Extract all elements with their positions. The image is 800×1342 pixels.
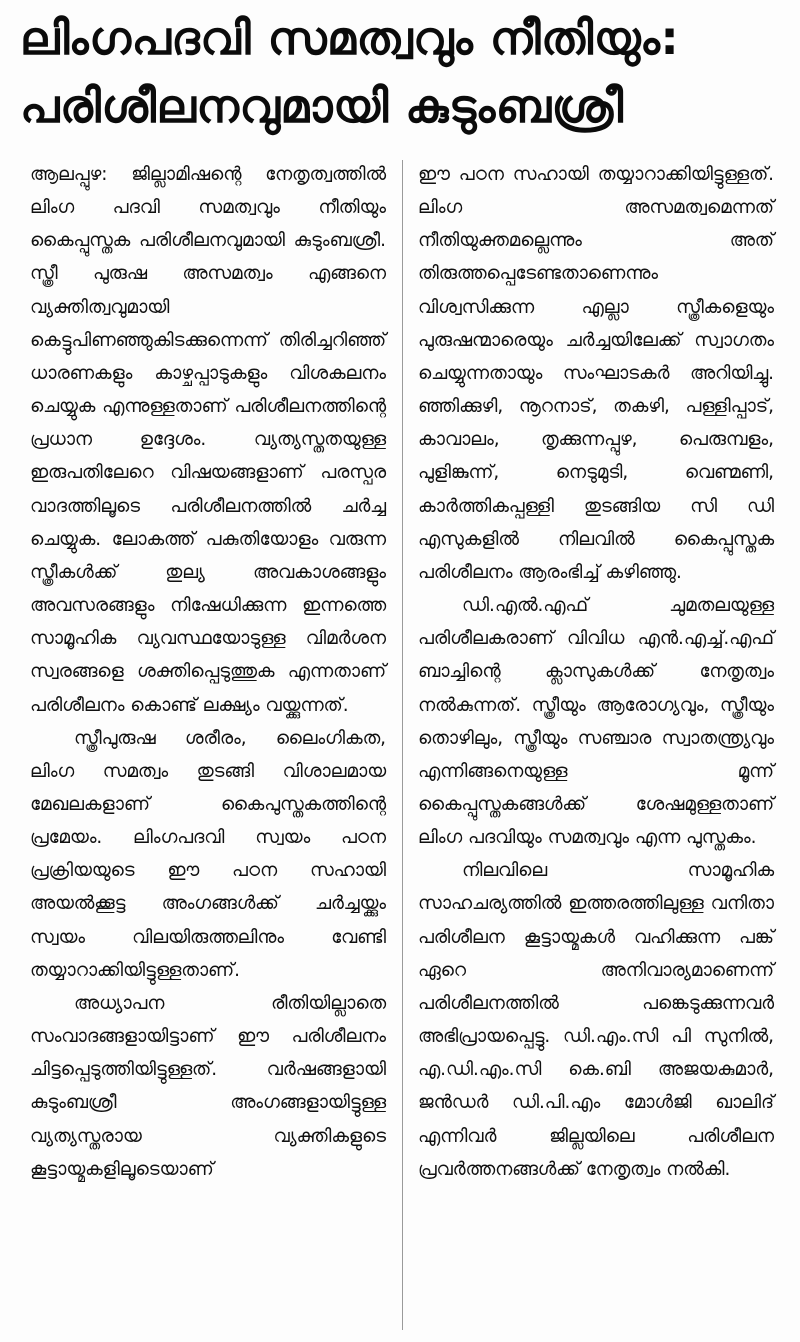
article-column-right	[418, 158, 774, 1186]
paragraph-1: ആലപ്പുഴ: ജില്ലാമിഷന്റെ നേതൃത്വത്തിൽ ലിംഗ പദവി സമത്വവും നീതിയും കൈപ്പുസ്തക പരിശീലനവുമായി കുടുംബശ്രീ. സ്ത്രീ പുരുഷ അസമത്വം എങ്ങനെ വ്യക്തിത്വവുമായി കെട്ടുപിണഞ്ഞുകിടക്കുന്നെന്ന് തിരിച്ചറിഞ്ഞ് ധാരണകളും കാഴ്ചപ്പാടുകളും വിശകലനം ചെയ്യുക എന്നുള്ളതാണ് പരിശീലനത്തിന്റെ പ്രധാന ഉദ്ദേശം. വ്യത്യസ്തതയുള്ള ഇരുപതിലേറെ വിഷയങ്ങളാണ് പരസ്പര വാദത്തിലൂടെ പരിശീലനത്തിൽ ചർച്ച ചെയ്യുക. ലോകത്ത് പകുതിയോളം വരുന്ന സ്ത്രീകൾക്ക് തുല്യ അവകാശങ്ങളും അവസരങ്ങളും നിഷേധിക്കുന്ന ഇന്നത്തെ സാമൂഹിക വ്യവസ്ഥയോടുള്ള വിമർശന സ്വരങ്ങളെ ശക്തിപ്പെടുത്തുക എന്നതാണ് പരിശീലനം കൊണ്ട് ലക്ഷ്യം വയ്ക്കുന്നത്.	[30, 164, 386, 716]
article-column-left	[30, 158, 386, 1186]
column-divider	[402, 160, 403, 1330]
paragraph-2: സ്ത്രീപുരുഷ ശരീരം, ലൈംഗികത, ലിംഗ സമത്വം തുടങ്ങി വിശാലമായ മേഖലകളാണ് കൈപുസ്തകത്തിന്റെ പ്രമേയം. ലിംഗപദവി സ്വയം പഠന പ്രക്രിയയുടെ ഈ പഠന സഹായി അയൽക്കൂട്ട അംഗങ്ങൾക്ക് ചർച്ചയ്ക്കും സ്വയം വിലയിരുത്തലിനും വേണ്ടി തയ്യാറാക്കിയിട്ടുള്ളതാണ്.	[30, 727, 386, 981]
paragraph-6: നിലവിലെ സാമൂഹിക സാഹചര്യത്തിൽ ഇത്തരത്തിലുള്ള വനിതാ പരിശീലന കൂട്ടായ്മകൾ വഹിക്കുന്ന പങ്ക് ഏറെ അനിവാര്യമാണെന്ന് പരിശീലനത്തിൽ പങ്കെടുക്കുന്നവർ അഭിപ്രായപ്പെട്ടു. ഡി.എം.സി പി സുനിൽ, എ.ഡി.എം.സി കെ.ബി അജയകുമാർ, ജൻഡർ ഡി.പി.എം മോൾജി ഖാലിദ് എന്നിവർ ജില്ലയിലെ പരിശീലന പ്രവർത്തനങ്ങൾക്ക് നേതൃത്വം നൽകി.	[418, 860, 774, 1180]
paragraph-3: അധ്യാപന രീതിയില്ലാതെ സംവാദങ്ങളായിട്ടാണ് ഈ പരിശീലനം ചിട്ടപ്പെടുത്തിയിട്ടുള്ളത്. വർഷങ്ങളായി കുടുംബശ്രീ അംഗങ്ങളായിട്ടുള്ള വ്യത്യസ്തരായ വ്യക്തികളുടെ കൂട്ടായ്മകളിലൂടെയാണ്	[30, 992, 386, 1180]
headline-line-1: ലിംഗപദവി സമത്വവും നീതിയും:	[20, 11, 680, 65]
paragraph-4: ഈ പഠന സഹായി തയ്യാറാക്കിയിട്ടുള്ളത്. ലിംഗ അസമത്വമെന്നത് നീതിയുക്തമല്ലെന്നും അത് തിരുത്തപ്പെടേണ്ടതാണെന്നും വിശ്വസിക്കുന്ന എല്ലാ സ്ത്രീകളെയും പുരുഷന്മാരെയും ചർച്ചയിലേക്ക് സ്വാഗതം ചെയ്യുന്നതായും സംഘാടകർ അറിയിച്ചു. ഞ്ഞിക്കുഴി, നൂറനാട്, തകഴി, പള്ളിപ്പാട്, കാവാലം, തൃക്കുന്നപ്പുഴ, പെരുമ്പളം, പുളിങ്കുന്ന്, നെടുമുടി, വെണ്മണി, കാർത്തികപ്പള്ളി തുടങ്ങിയ സി ഡി എസുകളിൽ നിലവിൽ കൈപ്പുസ്തക പരിശീലനം ആരംഭിച്ച് കഴിഞ്ഞു.	[418, 164, 774, 583]
headline-line-2: പരിശീലനവുമായി കുടുംബശ്രീ	[20, 79, 624, 133]
paragraph-5: ഡി.എൽ.എഫ് ചുമതലയുള്ള പരിശീലകരാണ് വിവിധ എൻ.എച്ച്.എഫ് ബാച്ചിന്റെ ക്ലാസുകൾക്ക് നേതൃത്വം നൽകുന്നത്. സ്ത്രീയും ആരോഗ്യവും, സ്ത്രീയും തൊഴിലും, സ്ത്രീയും സഞ്ചാര സ്വാതന്ത്ര്യവും എന്നിങ്ങനെയുള്ള മൂന്ന് കൈപ്പുസ്തകങ്ങൾക്ക് ശേഷമുള്ളതാണ് ലിംഗ പദവിയും സമത്വവും എന്ന പുസ്തകം.	[418, 595, 774, 849]
